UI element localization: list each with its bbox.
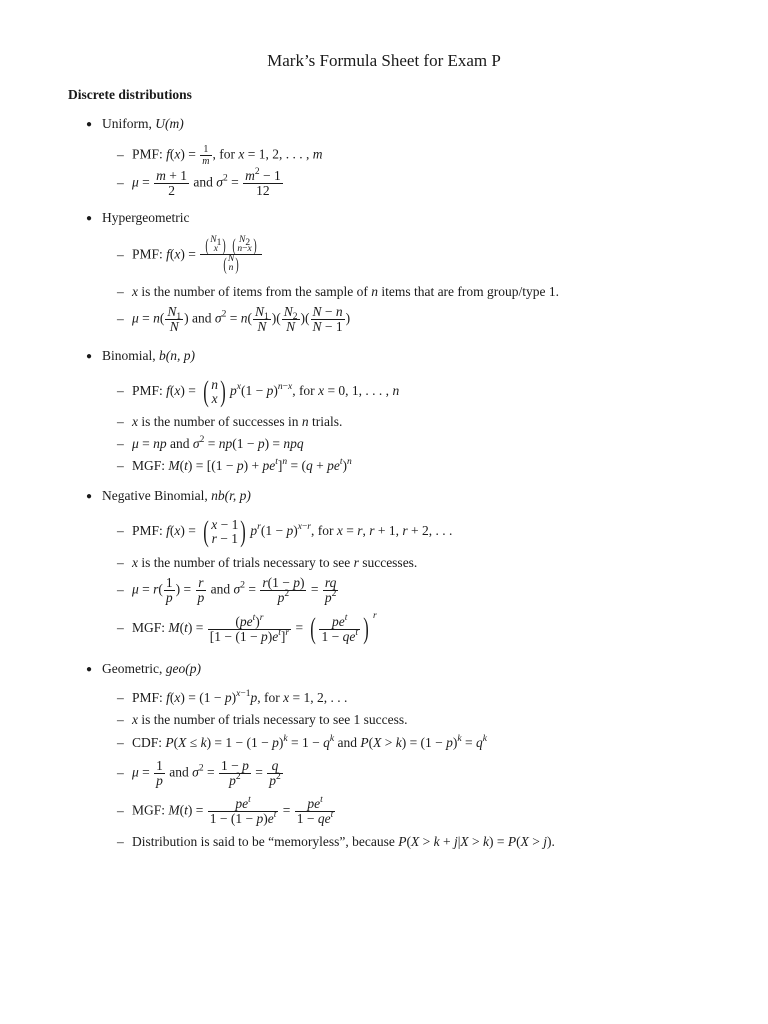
negative-binomial-pmf: – PMF: f(x) = ( x − 1 r − 1 ) $p^r(1 - p)^{x-r}$, for x = r, r + 1, r + 2, . . . [117,515,453,548]
hypergeometric-moments: – μ = n( $\frac{N_1}{N}$ ) and $\sigma^2 = n$( $\frac{N_1}{N}$ )( $\frac{N_2}{N}$ )( $\frac{N - n}{N - 1}$ ) [117,304,351,334]
bullet-icon: ● [86,491,93,502]
negative-binomial-name: Negative Binomial, [102,488,212,503]
bullet-icon: ● [86,119,93,130]
negative-binomial-notation: nb(r, p) [211,488,251,503]
negative-binomial-moments: – μ = r( $\frac{1}{p}$ ) = $\frac{r}{p}$ and $\sigma^2$ = $\frac{r(1 - p)}{p^2}$ = $\frac{rq}{p^2}$ [117,575,337,605]
negative-binomial-mgf: – MGF: M(t) = $(pe^t)^r$ $[1 - (1 - p)e^t]^r$ = ( $pe^t$ $1 - qe^t$ ) $^r$ [117,611,377,645]
geometric-memoryless: – Distribution is said to be “memoryless”, because P(X > k + j|X > k) = P(X > j). [117,834,555,849]
uniform-pmf: – PMF: f(x) = $\frac{1}{m}$ , for x = 1, 2, . . . , m [117,144,323,167]
binomial-name: Binomial, [102,348,159,363]
bullet-hypergeometric [86,210,189,226]
geometric-cdf: – CDF: $P(X \le k) = 1 - (1 - p)^k = 1 - q^k$ and $P(X > k) = (1 - p)^k = q^k$ [117,734,487,750]
binomial-desc: – x is the number of successes in n trials. [117,414,343,429]
bullet-uniform [86,116,184,132]
hypergeometric-pmf: – PMF: f(x) = ( $N_1$ x ) ( $N_2$ n−x ) ( N n ) [117,236,263,273]
geometric-pmf: – PMF: $f(x) = (1 - p)^{x-1}p$, for x = 1, 2, . . . [117,689,348,705]
uniform-moments: – μ = $\frac{m + 1}{2}$ and $\sigma^2$ = $\frac{m^2 - 1}{12}$ [117,167,281,198]
geometric-mgf: – MGF: M(t) = $pe^t$ $1 - (1 - p)e^t$ = $pe^t$ $1 - qe^t$ [117,795,334,826]
uniform-notation: U(m) [155,116,184,131]
bullet-icon: ● [86,351,93,362]
negative-binomial-desc: – x is the number of trials necessary to see r successes. [117,555,418,570]
geometric-notation: geo(p) [165,661,201,676]
uniform-name: Uniform, [102,116,156,131]
bullet-binomial [86,348,195,364]
geometric-name: Geometric, [102,661,166,676]
bullet-icon: ● [86,213,93,224]
geometric-moments: – μ = $\frac{1}{p}$ and $\sigma^2$ = $\frac{1 - p}{p^2}$ = $\frac{q}{p^2}$ [117,758,281,788]
geometric-desc: – x is the number of trials necessary to see 1 success. [117,712,408,727]
binomial-moments: – μ = np and $\sigma^2 = np(1 - p)$ = npq [117,435,304,451]
hypergeometric-name: Hypergeometric [102,210,190,225]
bullet-negative-binomial [86,488,251,504]
binomial-mgf: – MGF: $M(t) = [(1 - p) + pe^t]^n = (q + pe^t)^n$ [117,457,352,473]
section-heading: Discrete distributions [68,87,192,102]
binomial-notation: b(n, p) [159,348,195,363]
hypergeometric-desc: – x is the number of items from the sample of n items that are from group/type 1. [117,284,560,299]
page-title: Mark’s Formula Sheet for Exam P [267,51,501,70]
bullet-geometric [86,661,201,677]
bullet-icon: ● [86,664,93,675]
binomial-pmf: – PMF: f(x) = ( n x ) $p^x(1 - p)^{n-x}$, for x = 0, 1, . . . , n [117,375,400,408]
